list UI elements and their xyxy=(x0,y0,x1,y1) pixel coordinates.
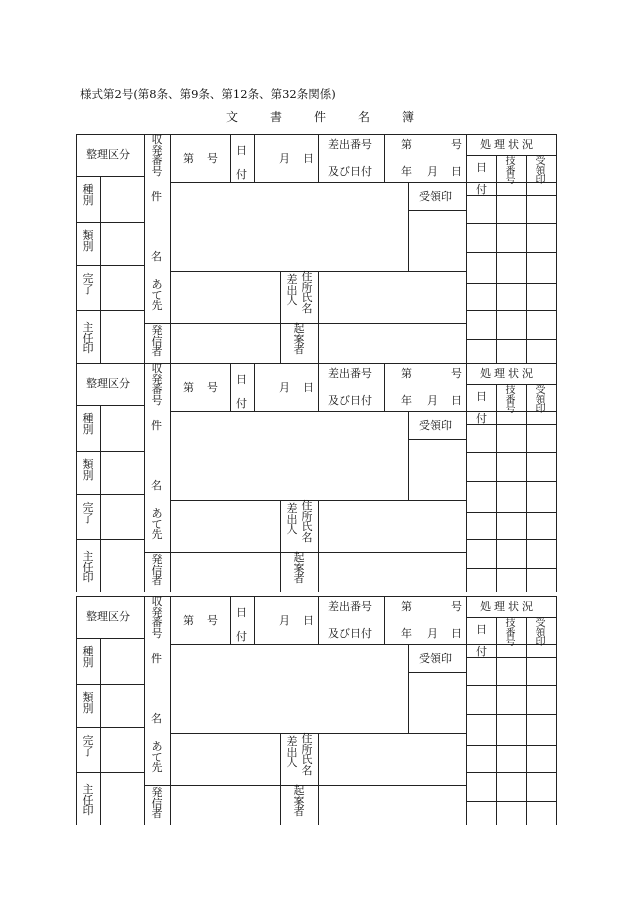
juryoin-small-label: 受領印 xyxy=(535,385,546,415)
shuhatsu-bango-label: 収発番号 xyxy=(151,363,163,407)
sashidashi-bango-label: 差出番号 xyxy=(328,138,372,151)
go-label-right: 号 xyxy=(451,367,462,380)
ken-label: 件 xyxy=(151,190,162,203)
seiri-kubun-label: 整理区分 xyxy=(86,148,130,161)
gi-bango-label: 技番号 xyxy=(505,156,516,186)
go-label-right: 号 xyxy=(451,600,462,613)
ruibetsu-label: 類別 xyxy=(82,229,94,253)
jusho-shimei-label: 住所氏名 xyxy=(301,499,313,544)
seiri-kubun-label: 整理区分 xyxy=(86,377,130,390)
juryoin-small-label: 受領印 xyxy=(535,618,546,648)
title-char: 簿 xyxy=(402,110,415,124)
kiansha-label: 起案者 xyxy=(293,551,305,585)
kanryo-label: 完了 xyxy=(82,501,94,525)
ruibetsu-label: 類別 xyxy=(82,458,94,482)
hasshinsha-label: 発信者 xyxy=(151,786,163,820)
shubetsu-label: 種別 xyxy=(82,645,94,669)
ken-label: 件 xyxy=(151,652,162,665)
title-char: 名 xyxy=(358,110,371,124)
hi-label: 日付 xyxy=(236,373,247,410)
title-char: 件 xyxy=(314,110,327,124)
juryoin-small-label: 受領印 xyxy=(535,156,546,186)
sashidashi-bango-label: 差出番号 xyxy=(328,367,372,380)
title-char: 書 xyxy=(270,110,283,124)
shunin-in-label: 主任印 xyxy=(82,550,94,584)
nichi-label: 日 xyxy=(303,381,314,394)
mei-label: 名 xyxy=(151,250,162,263)
tsuki-label: 月 xyxy=(279,152,290,165)
dai-label: 第 xyxy=(183,381,194,394)
nichi-label-right: 日 xyxy=(451,627,462,640)
jusho-shimei-label: 住所氏名 xyxy=(301,732,313,777)
nichi-label-right: 日 xyxy=(451,394,462,407)
shunin-in-label: 主任印 xyxy=(82,321,94,355)
go-label: 号 xyxy=(207,152,218,165)
nen-label: 年 xyxy=(401,165,412,178)
ruibetsu-label: 類別 xyxy=(82,691,94,715)
mei-label: 名 xyxy=(151,712,162,725)
go-label: 号 xyxy=(207,614,218,627)
nen-label: 年 xyxy=(401,394,412,407)
seiri-kubun-label: 整理区分 xyxy=(86,610,130,623)
jusho-shimei-label: 住所氏名 xyxy=(301,270,313,315)
form-title xyxy=(226,111,426,125)
atesaki-label: あて先 xyxy=(151,507,163,541)
shori-hi-label: 日付 xyxy=(476,623,487,658)
sashidashinin-label: 差出人 xyxy=(286,735,298,769)
nichi-label: 日 xyxy=(303,614,314,627)
nichi-label: 日 xyxy=(303,152,314,165)
shori-hi-label: 日付 xyxy=(476,161,487,196)
nen-label: 年 xyxy=(401,627,412,640)
sashidashi-bango-label: 差出番号 xyxy=(328,600,372,613)
hasshinsha-label: 発信者 xyxy=(151,324,163,358)
oyobi-hizuke-label: 及び日付 xyxy=(328,165,372,178)
form-caption: 様式第2号(第8条、第9条、第12条、第32条関係) xyxy=(80,87,336,101)
dai-label: 第 xyxy=(183,152,194,165)
tsuki-label-right: 月 xyxy=(427,394,438,407)
nichi-label-right: 日 xyxy=(451,165,462,178)
atesaki-label: あて先 xyxy=(151,278,163,312)
juryoin-label: 受領印 xyxy=(419,652,452,665)
kiansha-label: 起案者 xyxy=(293,322,305,356)
kiansha-label: 起案者 xyxy=(293,784,305,818)
oyobi-hizuke-label: 及び日付 xyxy=(328,627,372,640)
record-block xyxy=(0,596,630,825)
shuhatsu-bango-label: 収発番号 xyxy=(151,596,163,640)
gi-bango-label: 技番号 xyxy=(505,385,516,415)
shori-hi-label: 日付 xyxy=(476,390,487,425)
shori-jokyo-label: 処理状況 xyxy=(480,138,536,151)
shubetsu-label: 種別 xyxy=(82,183,94,207)
dai-label-right: 第 xyxy=(401,600,412,613)
shubetsu-label: 種別 xyxy=(82,412,94,436)
hasshinsha-label: 発信者 xyxy=(151,553,163,587)
juryoin-label: 受領印 xyxy=(419,190,452,203)
shori-jokyo-label: 処理状況 xyxy=(480,600,536,613)
atesaki-label: あて先 xyxy=(151,740,163,774)
tsuki-label-right: 月 xyxy=(427,165,438,178)
tsuki-label: 月 xyxy=(279,614,290,627)
go-label: 号 xyxy=(207,381,218,394)
title-char: 文 xyxy=(226,110,239,124)
shunin-in-label: 主任印 xyxy=(82,783,94,817)
tsuki-label: 月 xyxy=(279,381,290,394)
sashidashinin-label: 差出人 xyxy=(286,502,298,536)
juryoin-label: 受領印 xyxy=(419,419,452,432)
tsuki-label-right: 月 xyxy=(427,627,438,640)
record-block xyxy=(0,363,630,592)
shori-jokyo-label: 処理状況 xyxy=(480,367,536,380)
dai-label-right: 第 xyxy=(401,367,412,380)
record-block xyxy=(0,134,630,363)
gi-bango-label: 技番号 xyxy=(505,618,516,648)
oyobi-hizuke-label: 及び日付 xyxy=(328,394,372,407)
mei-label: 名 xyxy=(151,479,162,492)
hi-label: 日付 xyxy=(236,606,247,643)
go-label-right: 号 xyxy=(451,138,462,151)
dai-label: 第 xyxy=(183,614,194,627)
shuhatsu-bango-label: 収発番号 xyxy=(151,134,163,178)
dai-label-right: 第 xyxy=(401,138,412,151)
kanryo-label: 完了 xyxy=(82,272,94,296)
sashidashinin-label: 差出人 xyxy=(286,273,298,307)
kanryo-label: 完了 xyxy=(82,734,94,758)
ken-label: 件 xyxy=(151,419,162,432)
hi-label: 日付 xyxy=(236,144,247,181)
